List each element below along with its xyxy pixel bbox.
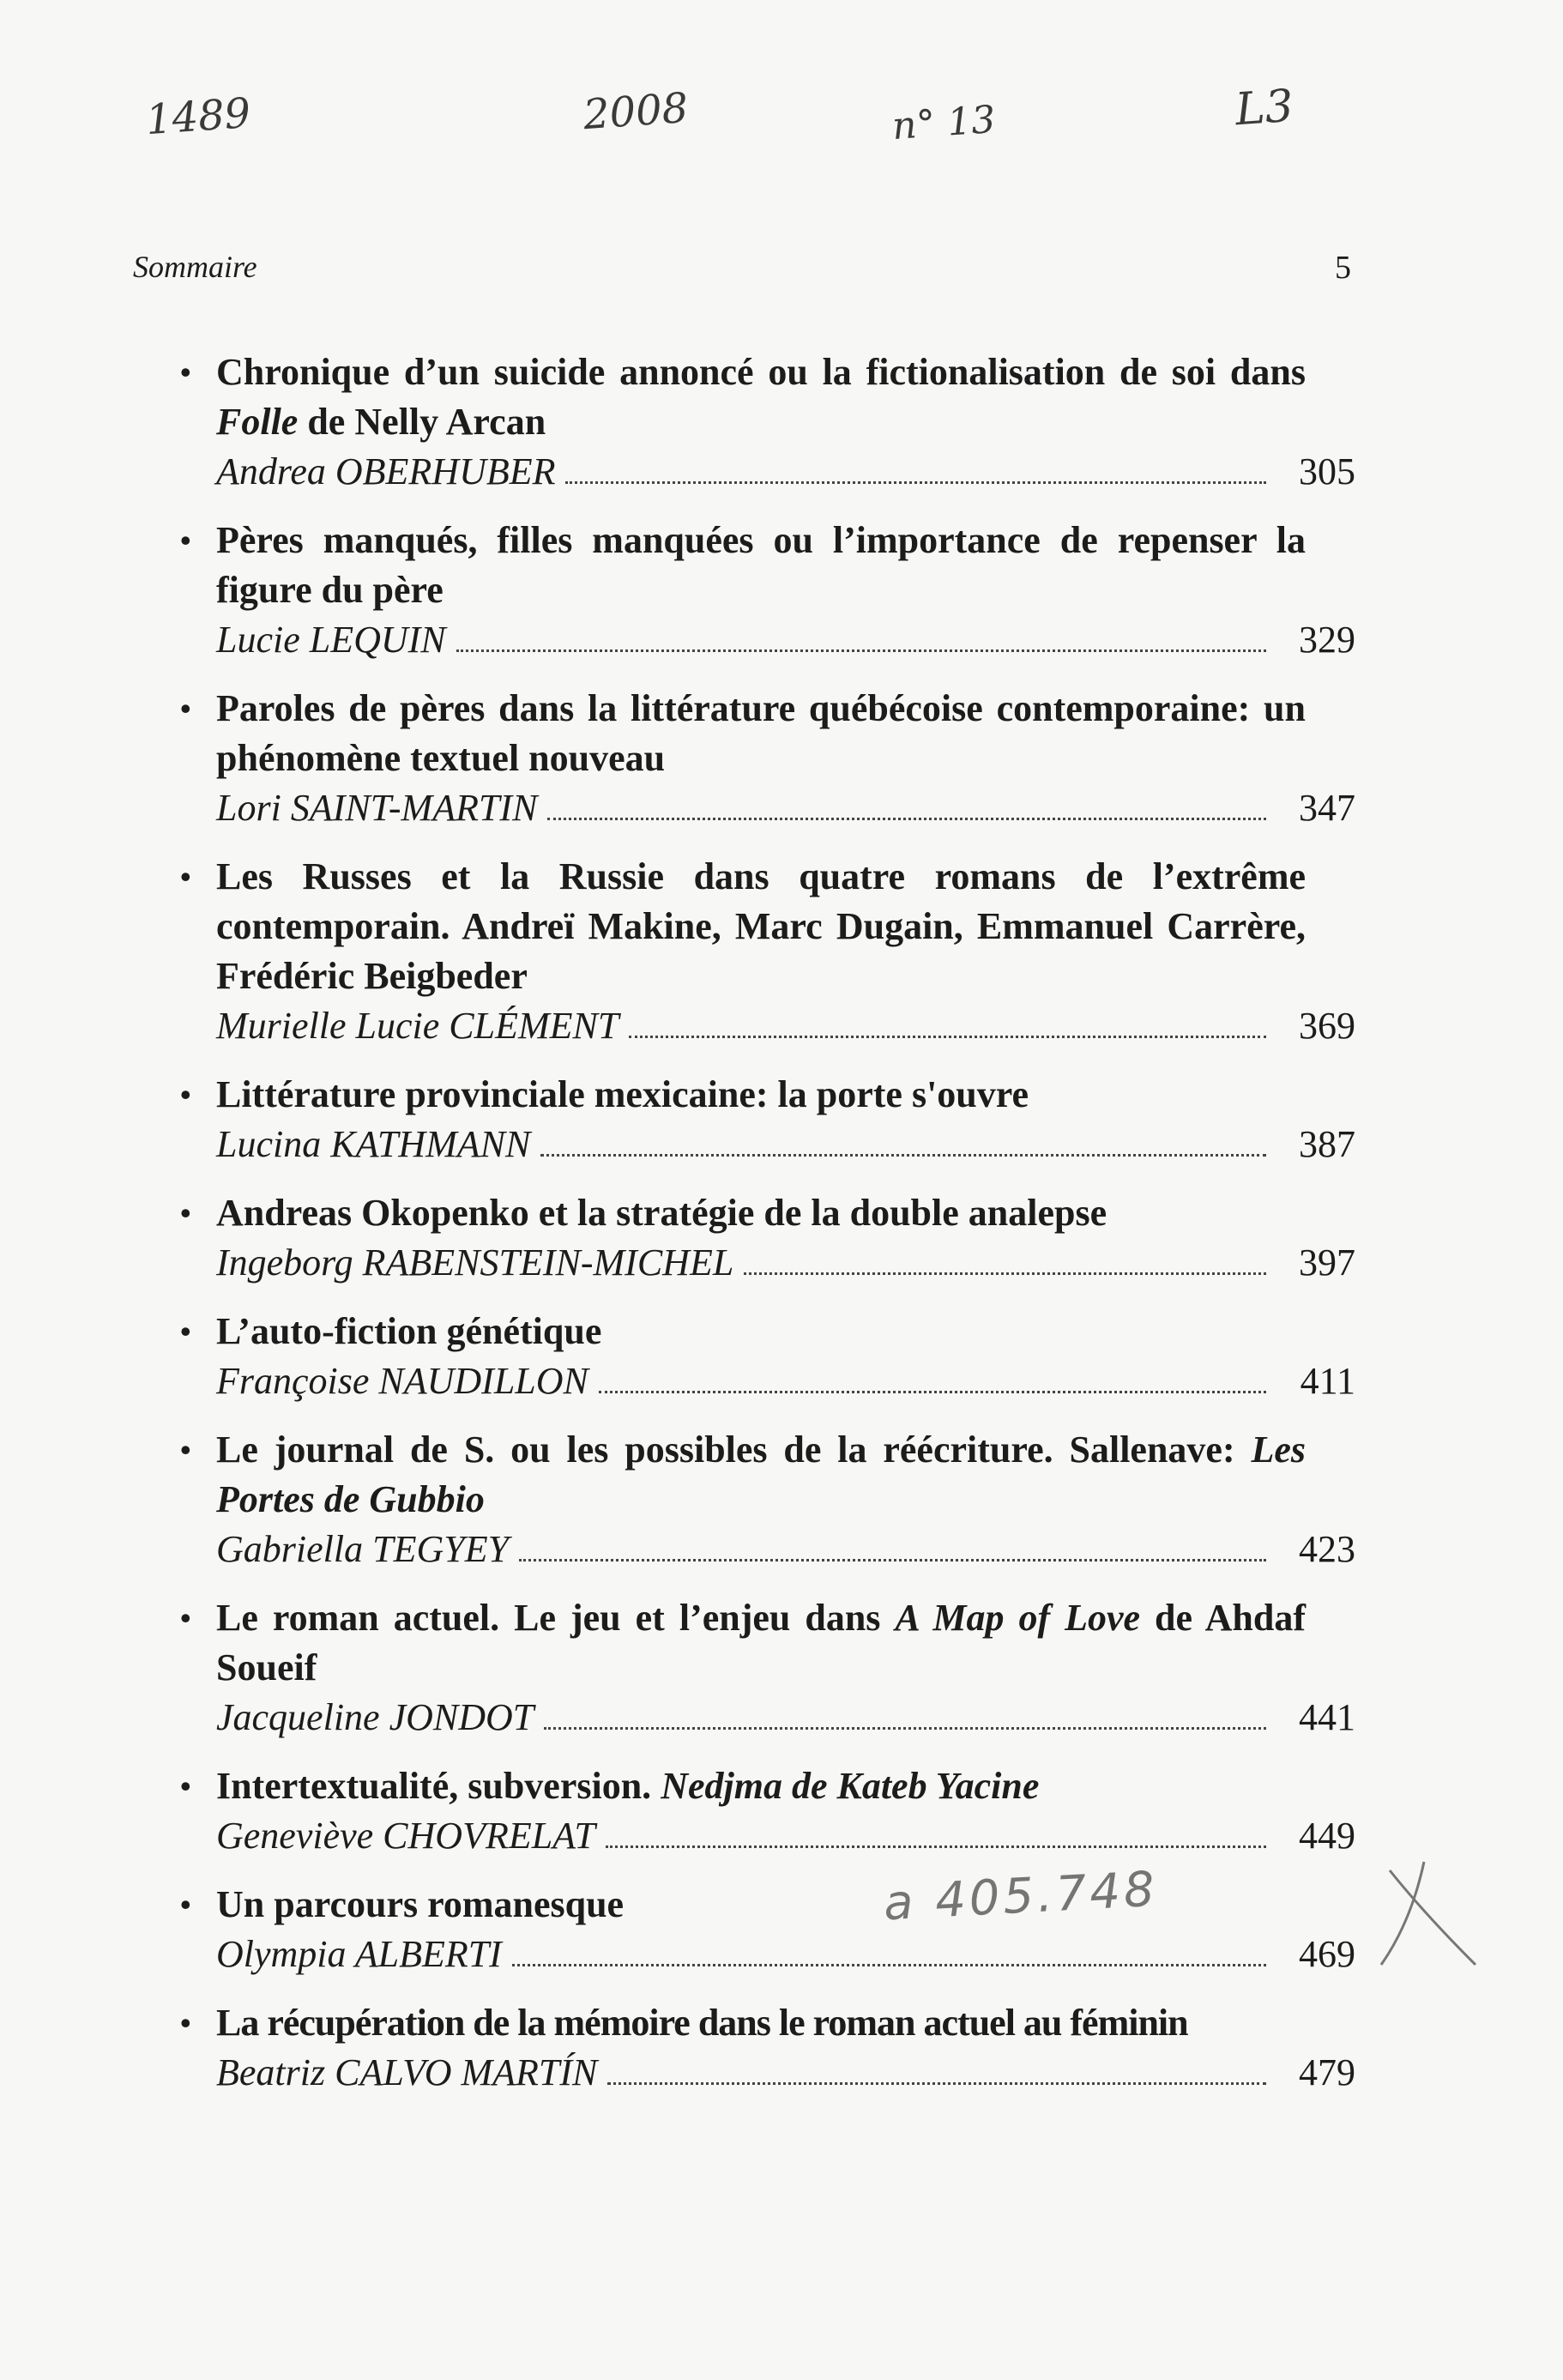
entry-author: Jacqueline JONDOT bbox=[216, 1696, 534, 1738]
dot-leader bbox=[599, 1391, 1266, 1393]
entry-author: Lucie LEQUIN bbox=[216, 619, 446, 661]
entry-page: 479 bbox=[1299, 2051, 1355, 2093]
dot-leader bbox=[512, 1964, 1266, 1966]
entry-title: • Le journal de S. ou les possibles de la réécriture. Sallenave: Les Portes de Gubbio bbox=[172, 1425, 1306, 1525]
handwritten-note: 1489 bbox=[144, 88, 252, 145]
entry-title: • Andreas Okopenko et la stratégie de la double analepse bbox=[172, 1188, 1306, 1238]
dot-leader bbox=[544, 1727, 1266, 1730]
entry-author: Andrea OBERHUBER bbox=[216, 450, 556, 492]
author-line bbox=[172, 1811, 1355, 1861]
author-line bbox=[172, 1693, 1355, 1743]
entry-page: 411 bbox=[1300, 1360, 1355, 1402]
dot-leader bbox=[456, 649, 1266, 652]
dot-leader bbox=[565, 481, 1266, 484]
toc-entry bbox=[172, 1998, 1355, 2098]
toc-entry bbox=[172, 684, 1355, 833]
handwritten-note: n° 13 bbox=[890, 97, 997, 149]
table-of-contents bbox=[172, 347, 1355, 2117]
entry-page: 387 bbox=[1299, 1123, 1355, 1165]
author-line bbox=[172, 1356, 1355, 1406]
bullet-icon: • bbox=[180, 1078, 191, 1112]
handwritten-cross-icon bbox=[1373, 1853, 1493, 1982]
entry-title: • Paroles de pères dans la littérature québécoise contemporaine: un phénomène textuel nouveau bbox=[172, 684, 1306, 783]
entry-page: 347 bbox=[1299, 787, 1355, 829]
author-line bbox=[172, 1238, 1355, 1288]
toc-entry bbox=[172, 852, 1355, 1051]
entry-author: Beatriz CALVO MARTÍN bbox=[216, 2051, 598, 2093]
entry-author: Murielle Lucie CLÉMENT bbox=[216, 1005, 619, 1047]
dot-leader bbox=[607, 2082, 1266, 2085]
dot-leader bbox=[540, 1154, 1266, 1157]
bullet-icon: • bbox=[180, 2006, 190, 2040]
entry-title: • Un parcours romanesque bbox=[172, 1880, 1306, 1930]
toc-entry bbox=[172, 1188, 1355, 1288]
dot-leader bbox=[606, 1845, 1266, 1848]
bullet-icon: • bbox=[180, 1196, 191, 1230]
toc-entry bbox=[172, 1593, 1355, 1743]
bullet-icon: • bbox=[180, 1601, 191, 1635]
author-line bbox=[172, 1930, 1355, 1979]
author-line bbox=[172, 1120, 1355, 1169]
entry-author: Françoise NAUDILLON bbox=[216, 1360, 588, 1402]
bullet-icon: • bbox=[180, 692, 191, 726]
dot-leader bbox=[519, 1559, 1266, 1561]
entry-author: Ingeborg RABENSTEIN-MICHEL bbox=[216, 1241, 734, 1284]
entry-title: • Littérature provinciale mexicaine: la porte s'ouvre bbox=[172, 1070, 1306, 1120]
entry-title: • Intertextualité, subversion. Nedjma de Kateb Yacine bbox=[172, 1761, 1306, 1811]
entry-author: Geneviève CHOVRELAT bbox=[216, 1815, 595, 1857]
dot-leader bbox=[629, 1036, 1266, 1038]
bullet-icon: • bbox=[180, 355, 191, 390]
author-line bbox=[172, 783, 1355, 833]
entry-title: • Chronique d’un suicide annoncé ou la fictionalisation de soi dans Folle de Nelly Arcan bbox=[172, 347, 1306, 447]
entry-author: Gabriella TEGYEY bbox=[216, 1528, 510, 1570]
entry-page: 397 bbox=[1299, 1241, 1355, 1284]
entry-author: Olympia ALBERTI bbox=[216, 1933, 502, 1975]
handwritten-stamp: a 405.748 bbox=[882, 1861, 1160, 1932]
toc-entry bbox=[172, 1880, 1355, 1979]
running-title: Sommaire bbox=[133, 250, 257, 284]
author-line bbox=[172, 2048, 1355, 2098]
toc-entry bbox=[172, 1425, 1355, 1574]
entry-page: 441 bbox=[1299, 1696, 1355, 1738]
handwritten-note: 2008 bbox=[582, 83, 690, 140]
toc-entry bbox=[172, 1307, 1355, 1406]
handwritten-note: L3 bbox=[1233, 80, 1295, 136]
author-line bbox=[172, 447, 1355, 497]
toc-entry bbox=[172, 1761, 1355, 1861]
entry-title: • La récupération de la mémoire dans le roman actuel au féminin bbox=[172, 1998, 1306, 2048]
entry-author: Lucina KATHMANN bbox=[216, 1123, 531, 1165]
entry-page: 305 bbox=[1299, 450, 1355, 492]
bullet-icon: • bbox=[180, 523, 191, 558]
entry-page: 329 bbox=[1299, 619, 1355, 661]
entry-title: • Pères manqués, filles manquées ou l’importance de repenser la figure du père bbox=[172, 516, 1306, 615]
toc-entry bbox=[172, 1070, 1355, 1169]
bullet-icon: • bbox=[180, 1314, 191, 1349]
toc-entry bbox=[172, 347, 1355, 497]
entry-page: 423 bbox=[1299, 1528, 1355, 1570]
bullet-icon: • bbox=[180, 1888, 191, 1922]
author-line bbox=[172, 615, 1355, 665]
entry-page: 469 bbox=[1299, 1933, 1355, 1975]
author-line bbox=[172, 1525, 1355, 1574]
bullet-icon: • bbox=[180, 860, 191, 894]
toc-entry bbox=[172, 516, 1355, 665]
page-number: 5 bbox=[1335, 250, 1351, 286]
bullet-icon: • bbox=[180, 1769, 191, 1803]
entry-author: Lori SAINT-MARTIN bbox=[216, 787, 538, 829]
entry-page: 449 bbox=[1299, 1815, 1355, 1857]
entry-title: • L’auto-fiction génétique bbox=[172, 1307, 1306, 1356]
entry-title: • Le roman actuel. Le jeu et l’enjeu dans A Map of Love de Ahdaf Soueif bbox=[172, 1593, 1306, 1693]
bullet-icon: • bbox=[180, 1433, 191, 1467]
dot-leader bbox=[547, 818, 1266, 820]
entry-title: • Les Russes et la Russie dans quatre romans de l’extrême contemporain. Andreï Makine, Marc Dugain, Emmanuel Carrère, Frédéric Beigbeder bbox=[172, 852, 1306, 1001]
entry-page: 369 bbox=[1299, 1005, 1355, 1047]
author-line bbox=[172, 1001, 1355, 1051]
dot-leader bbox=[744, 1272, 1266, 1275]
